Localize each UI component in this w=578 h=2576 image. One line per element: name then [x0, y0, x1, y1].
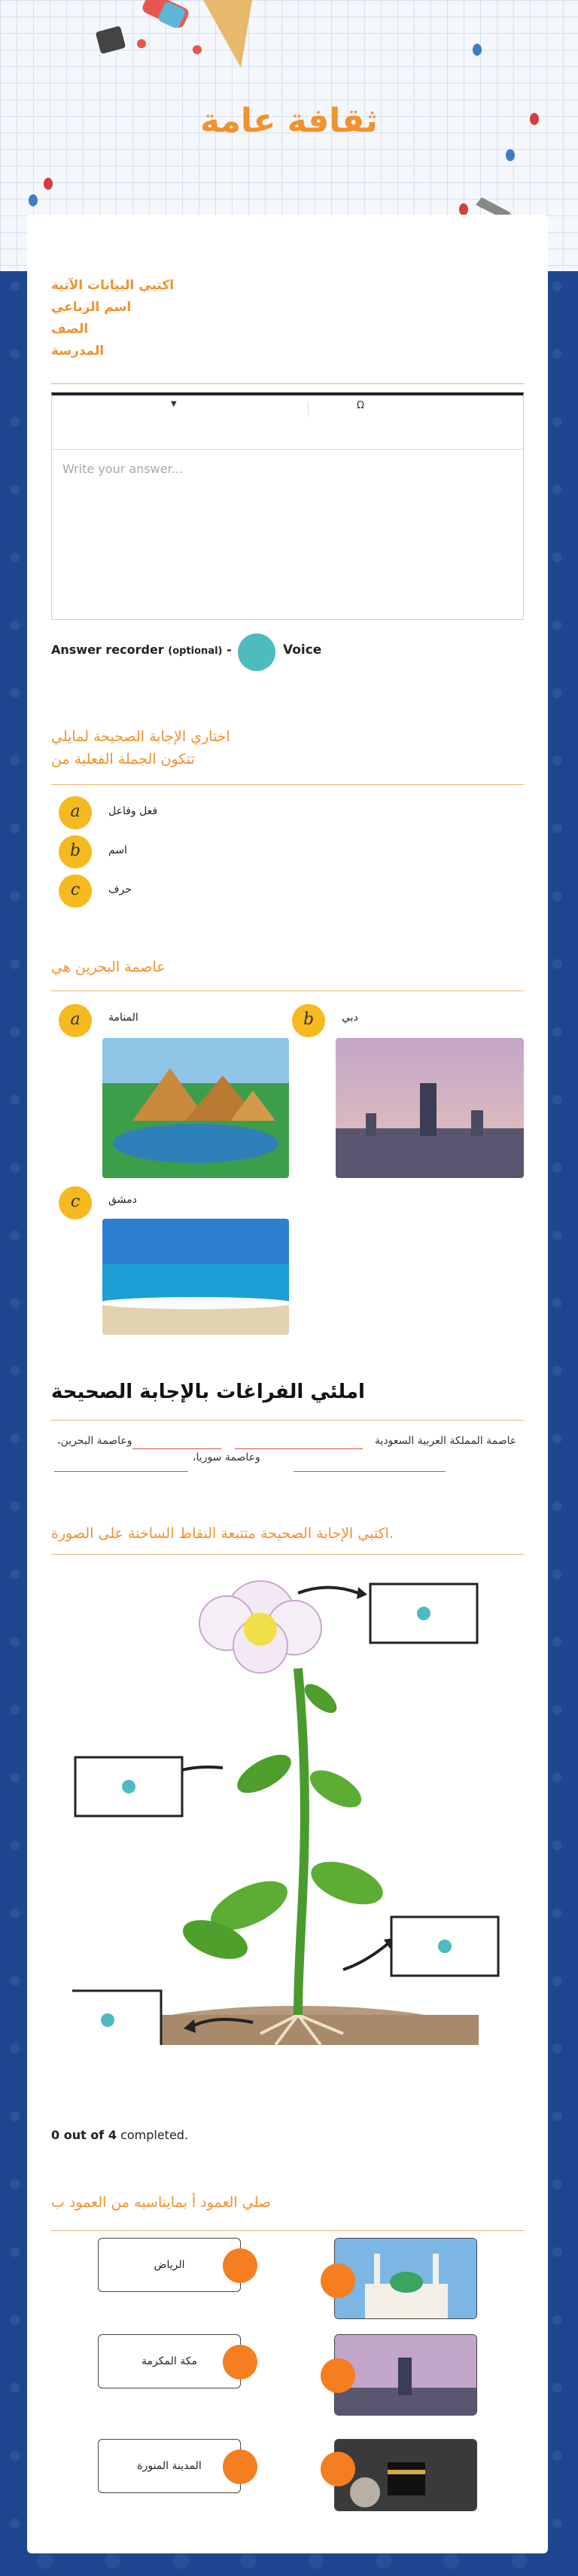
match-connector-dot[interactable] — [321, 2358, 355, 2393]
confetti-dot — [44, 178, 53, 190]
question-1-line: اختاري الإجابة الصحيحة لمايلي — [51, 728, 230, 745]
divider — [51, 784, 524, 785]
city-skyline-photo[interactable] — [336, 1038, 524, 1178]
page-title: ثقافة عامة — [199, 102, 379, 140]
divider — [51, 990, 524, 991]
option-a-badge[interactable]: a — [59, 796, 92, 829]
voice-label: Voice — [283, 642, 322, 658]
recorder-dash: - — [227, 642, 232, 657]
intro-line: اسم الرباعي — [51, 300, 132, 315]
option-c-label[interactable]: دمشق — [108, 1194, 137, 1206]
divider — [51, 1420, 524, 1421]
confetti-dot — [473, 44, 482, 56]
match-connector-dot[interactable] — [223, 2248, 257, 2283]
question-1-title — [51, 725, 230, 771]
question-4-title: اكتبي الإجابة الصحيحة متتبعة النقاط الساخنة على الصورة. — [51, 1525, 394, 1542]
divider — [51, 2230, 524, 2231]
fill-text: ،وعاصمة سوريا — [193, 1451, 260, 1463]
blank-input[interactable] — [294, 1471, 446, 1472]
intro-line: اكتبي البيانات الآتية — [51, 278, 175, 293]
option-b-label[interactable]: دبي — [342, 1012, 358, 1024]
fill-text: ،وعاصمة البحرين — [57, 1435, 132, 1447]
progress-counter — [51, 2128, 188, 2142]
confetti-dot — [29, 194, 38, 206]
record-voice-button[interactable] — [238, 633, 275, 671]
stationery-decoration-icon — [90, 0, 256, 75]
intro-line: المدرسة — [51, 343, 105, 359]
match-connector-dot[interactable] — [321, 2263, 355, 2298]
answer-textarea[interactable]: Write your answer... — [62, 462, 183, 476]
blank-input[interactable] — [54, 1471, 188, 1472]
match-image-mosque[interactable] — [334, 2238, 477, 2319]
blank-input[interactable] — [132, 1448, 221, 1449]
worksheet-card — [27, 215, 548, 2553]
option-c-label[interactable]: حرف — [108, 884, 132, 896]
toolbar-separator — [308, 401, 309, 417]
blank-input[interactable] — [235, 1448, 363, 1449]
match-connector-dot[interactable] — [223, 2449, 257, 2484]
question-3-title: املئي الفراغات بالإجابة الصحيحة — [51, 1381, 365, 1403]
option-b-badge[interactable]: b — [59, 835, 92, 868]
recorder-label: Answer recorder — [51, 642, 164, 657]
dropdown-caret-icon[interactable]: ▼ — [171, 400, 177, 408]
option-a-label[interactable]: المنامة — [108, 1012, 138, 1024]
option-a-label[interactable]: فعل وفاعل — [108, 805, 158, 817]
divider — [51, 1554, 524, 1555]
beach-waterfall-photo[interactable] — [102, 1219, 289, 1335]
match-image-kaaba[interactable] — [334, 2439, 477, 2511]
option-b-badge[interactable]: b — [292, 1004, 325, 1037]
intro-line: الصف — [51, 322, 89, 337]
progress-count: 0 out of 4 — [51, 2128, 117, 2142]
divider — [51, 383, 524, 384]
question-1-line: تتكون الجملة الفعلية من — [51, 751, 195, 768]
plant-diagram — [72, 1563, 539, 2045]
answer-editor[interactable] — [51, 392, 524, 620]
question-2-title: عاصمة البحرين هي — [51, 959, 166, 975]
match-item-left[interactable]: الرياض — [98, 2238, 241, 2292]
option-c-badge[interactable]: c — [59, 874, 92, 908]
option-c-badge[interactable]: c — [59, 1186, 92, 1219]
match-connector-dot[interactable] — [321, 2452, 355, 2486]
intro-instructions — [51, 275, 174, 362]
answer-recorder-label — [51, 642, 232, 657]
editor-toolbar — [52, 395, 523, 450]
pyramids-photo[interactable] — [102, 1038, 289, 1178]
match-connector-dot[interactable] — [223, 2345, 257, 2379]
option-b-label[interactable]: اسم — [108, 844, 127, 856]
option-a-badge[interactable]: a — [59, 1004, 92, 1037]
confetti-dot — [459, 203, 468, 215]
special-characters-icon[interactable]: Ω — [357, 400, 364, 411]
match-item-left[interactable]: المدينة المنورة — [98, 2439, 241, 2493]
match-image-skyline[interactable] — [334, 2334, 477, 2416]
match-item-left[interactable]: مكة المكرمة — [98, 2334, 241, 2388]
recorder-optional: (optional) — [168, 646, 223, 657]
fill-text: عاصمة المملكة العربية السعودية — [375, 1435, 517, 1447]
confetti-dot — [506, 149, 515, 161]
progress-suffix: completed. — [120, 2128, 189, 2142]
question-5-title: صلي العمود أ بمايناسبه من العمود ب — [51, 2194, 272, 2211]
